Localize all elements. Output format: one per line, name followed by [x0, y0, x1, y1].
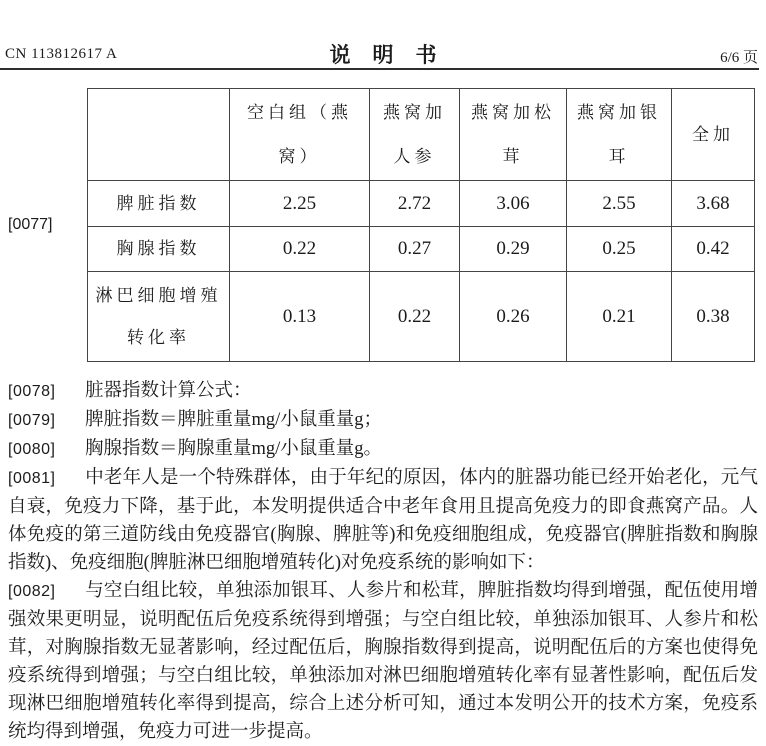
- doc-number: CN 113812617 A: [5, 46, 118, 62]
- column-header-all-added: 全加: [672, 89, 755, 181]
- paragraph-label: [0079]: [8, 412, 56, 429]
- value-cell: 2.55: [567, 181, 672, 227]
- paragraph-text: 胸腺指数＝胸腺重量mg/小鼠重量g。: [85, 439, 383, 459]
- paragraph-0080: [8, 435, 758, 464]
- value-cell: 3.68: [672, 181, 755, 227]
- value-cell: 0.27: [370, 227, 460, 272]
- table-row: [88, 181, 755, 227]
- value-cell: 0.26: [460, 272, 567, 362]
- paragraph-text: 脏器指数计算公式：: [85, 381, 252, 401]
- value-cell: 0.42: [672, 227, 755, 272]
- body-paragraphs: [8, 377, 758, 746]
- paragraph-text: 中老年人是一个特殊群体，由于年纪的原因，体内的脏器功能已经开始老化，元气自衰，免疫力下降，基于此，本发明提供适合中老年食用且提高免疫力的即食燕窝产品。人体免疫的第三道防线由免疫器官(胸腺、脾脏等)和免疫细胞组成，免疫器官(脾脏指数和胸腺指数)、免疫细胞(脾脏淋巴细胞增殖转化)对免疫系统的影响如下：: [8, 468, 758, 573]
- paragraph-label: [0078]: [8, 383, 56, 400]
- page-title: 说明书: [329, 43, 459, 67]
- value-cell: 0.22: [370, 272, 460, 362]
- paragraph-text: 脾脏指数＝脾脏重量mg/小鼠重量g；: [85, 410, 383, 430]
- paragraph-0081: [8, 464, 758, 577]
- row-header-cell: 脾脏指数: [88, 181, 230, 227]
- value-cell: 2.25: [230, 181, 370, 227]
- paragraph-label: [0080]: [8, 441, 56, 458]
- paragraph-label: [0081]: [8, 470, 56, 487]
- table-row: [88, 272, 755, 362]
- value-cell: 0.21: [567, 272, 672, 362]
- value-cell: 0.25: [567, 227, 672, 272]
- column-header-ginseng: 燕窝加人参: [370, 89, 460, 181]
- table-header-row: [88, 89, 755, 181]
- paragraph-0079: [8, 406, 758, 435]
- row-header-cell: 淋巴细胞增殖转化率: [88, 272, 230, 362]
- column-header-blank-group: 空白组（燕窝）: [230, 89, 370, 181]
- results-table: [87, 88, 755, 362]
- value-cell: 0.29: [460, 227, 567, 272]
- header-rule: [0, 68, 759, 70]
- row-header-cell: 胸腺指数: [88, 227, 230, 272]
- column-header-empty: [88, 89, 230, 181]
- paragraph-label-0077: [0077]: [8, 216, 53, 233]
- column-header-matsutake: 燕窝加松茸: [460, 89, 567, 181]
- paragraph-text: 与空白组比较，单独添加银耳、人参片和松茸，脾脏指数均得到增强，配伍使用增强效果更明显，说明配伍后免疫系统得到增强；与空白组比较，单独添加银耳、人参片和松茸，对胸腺指数无显著影响，经过配伍后，胸腺指数得到提高，说明配伍后的方案也使得免疫系统得到增强；与空白组比较，单独添加对淋巴细胞增殖转化率有显著性影响，配伍后发现淋巴细胞增殖转化率得到提高，综合上述分析可知，通过本发明公开的技术方案，免疫系统均得到增强，免疫力可进一步提高。: [8, 581, 758, 742]
- paragraph-label: [0082]: [8, 583, 56, 600]
- page-number: 6/6 页: [720, 50, 758, 66]
- column-header-tremella: 燕窝加银耳: [567, 89, 672, 181]
- table-row: [88, 227, 755, 272]
- value-cell: 3.06: [460, 181, 567, 227]
- value-cell: 2.72: [370, 181, 460, 227]
- paragraph-0082: [8, 577, 758, 746]
- paragraph-0078: [8, 377, 758, 406]
- value-cell: 0.22: [230, 227, 370, 272]
- value-cell: 0.38: [672, 272, 755, 362]
- value-cell: 0.13: [230, 272, 370, 362]
